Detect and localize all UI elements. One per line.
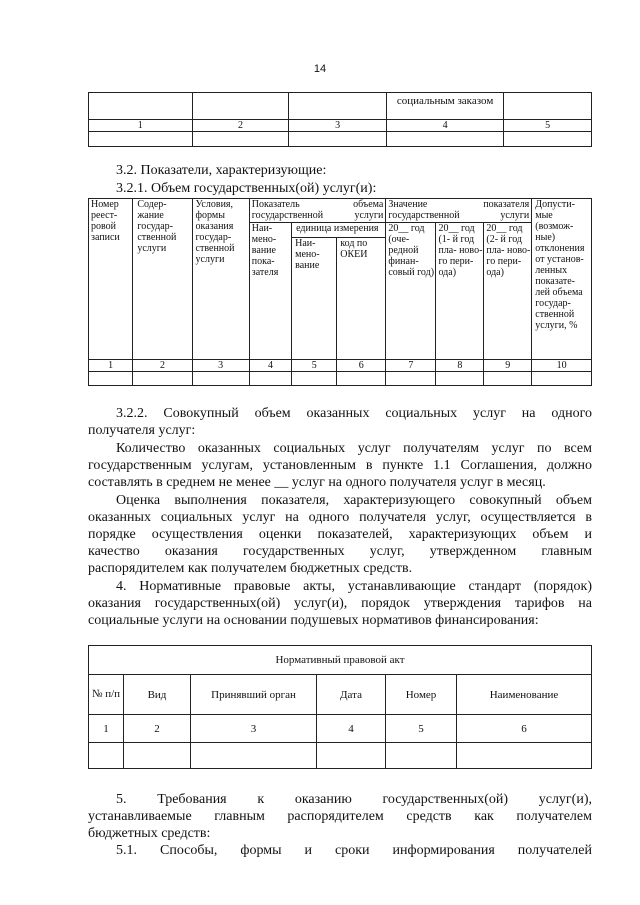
header-issuing-body: Принявший орган [191, 675, 317, 715]
column-number: 3 [191, 715, 317, 743]
paragraph-line: 3.2.2. Совокупный объем оказанных социальных услуг на одного [116, 406, 592, 421]
section-subheading: 3.2.1. Объем государственных(ой) услуг(и): [116, 181, 377, 196]
table-cell [124, 743, 191, 769]
table-cell [337, 372, 386, 386]
column-number: 9 [484, 360, 532, 372]
column-number: 1 [89, 360, 133, 372]
paragraph-line: социальные услуги на основании подушевых нормативов финансирования: [88, 613, 539, 628]
header-type: Вид [124, 675, 191, 715]
header-volume-indicator: Показатель объема государственной услуги [249, 199, 386, 223]
column-number: 2 [192, 120, 289, 132]
table-cell [386, 743, 457, 769]
table-header-cell: социальным заказом [386, 93, 503, 120]
table-title: Нормативный правовой акт [89, 646, 592, 675]
table-cell [191, 743, 317, 769]
column-number: 1 [89, 715, 124, 743]
column-number: 10 [532, 360, 592, 372]
table-cell [504, 132, 592, 147]
table-cell [457, 743, 592, 769]
column-number: 3 [289, 120, 387, 132]
paragraph-line: бюджетных средств: [88, 826, 211, 841]
column-number: 1 [89, 120, 193, 132]
column-number: 5 [504, 120, 592, 132]
table-cell [386, 372, 436, 386]
paragraph-line: составлять в среднем не менее __ услуг на одного получателя услуг в месяц. [88, 475, 546, 490]
header-allowed-deviations: Допусти- мые (возмож- ные) отклонения от установ- ленных показате- лей объема государ- ственной услуги, % [532, 199, 592, 360]
paragraph-line: получателя услуг: [88, 423, 196, 438]
table-cell [249, 372, 291, 386]
paragraph-line: порядке осуществления оценки показателей, характеризующих объем и [88, 527, 592, 542]
table-cell [192, 132, 289, 147]
header-number: Номер [386, 675, 457, 715]
header-indicator-name: Наи- мено- вание пока- зателя [249, 223, 291, 360]
table-continuation [88, 92, 592, 147]
table-cell [386, 132, 503, 147]
header-unit: единица измерения [292, 223, 386, 238]
table-cell [89, 93, 193, 120]
paragraph-line: устанавливаемые главным распорядителем средств как получателем [88, 809, 592, 824]
paragraph-line: распорядителем как получателем бюджетных средств. [88, 561, 413, 576]
column-number: 6 [457, 715, 592, 743]
header-registry-number: Номер реест- ровой записи [89, 199, 133, 360]
header-year-plan-2: 20__ год (2- й год пла- ново- го пери- ода) [484, 223, 532, 360]
column-number: 2 [133, 360, 192, 372]
paragraph-line: 4. Нормативные правовые акты, устанавливающие стандарт (порядок) [116, 579, 592, 594]
header-okei-code: код по ОКЕИ [337, 238, 386, 360]
table-cell [89, 372, 133, 386]
page-number: 14 [313, 63, 327, 75]
header-unit-name: Наи- мено- вание [292, 238, 337, 360]
paragraph-line: 5. Требования к оказанию государственных(ой) услуг(и), [116, 792, 592, 807]
paragraph-line: качество оказания государственных услуг, утвержденном главным [88, 544, 592, 559]
header-service-conditions: Условия, формы оказания государ- ственной услуги [192, 199, 249, 360]
column-number: 7 [386, 360, 436, 372]
paragraph-line: Оценка выполнения показателя, характеризующего совокупный объем [116, 493, 592, 508]
paragraph-line: государственным услугам, установленным в пункте 1.1 Соглашения, должно [88, 458, 592, 473]
table-cell [192, 93, 289, 120]
column-number: 5 [386, 715, 457, 743]
table-cell [89, 743, 124, 769]
table-cell [532, 372, 592, 386]
column-number: 4 [249, 360, 291, 372]
volume-table [88, 198, 592, 386]
legal-acts-table [88, 645, 592, 769]
header-year-plan-1: 20__ год (1- й год пла- ново- го пери- ода) [436, 223, 484, 360]
header-indicator-value: Значение показателя государственной услуги [386, 199, 532, 223]
header-service-content: Содер- жание государ- ственной услуги [133, 199, 192, 360]
table-cell [133, 372, 192, 386]
header-row-number: № п/п [89, 675, 124, 715]
header-date: Дата [317, 675, 386, 715]
column-number: 4 [386, 120, 503, 132]
paragraph-line: Количество оказанных социальных услуг получателям услуг по всем [116, 441, 592, 456]
column-number: 2 [124, 715, 191, 743]
table-cell [289, 132, 387, 147]
table-cell [504, 93, 592, 120]
table-cell [89, 132, 193, 147]
table-cell [484, 372, 532, 386]
column-number: 8 [436, 360, 484, 372]
table-cell [317, 743, 386, 769]
table-cell [192, 372, 249, 386]
table-cell [292, 372, 337, 386]
column-number: 6 [337, 360, 386, 372]
paragraph-line: оказания государственных(ой) услуг(и), порядок утверждения тарифов на [88, 596, 592, 611]
table-cell [436, 372, 484, 386]
header-year-current: 20__ год (оче- редной финан- совый год) [386, 223, 436, 360]
section-heading: 3.2. Показатели, характеризующие: [116, 163, 327, 178]
column-number: 4 [317, 715, 386, 743]
paragraph-line: оказанных социальных услуг на одного получателя услуг, осуществляется в [88, 510, 592, 525]
column-number: 3 [192, 360, 249, 372]
table-cell [289, 93, 387, 120]
header-name: Наименование [457, 675, 592, 715]
column-number: 5 [292, 360, 337, 372]
paragraph-line: 5.1. Способы, формы и сроки информирования получателей [116, 843, 592, 858]
